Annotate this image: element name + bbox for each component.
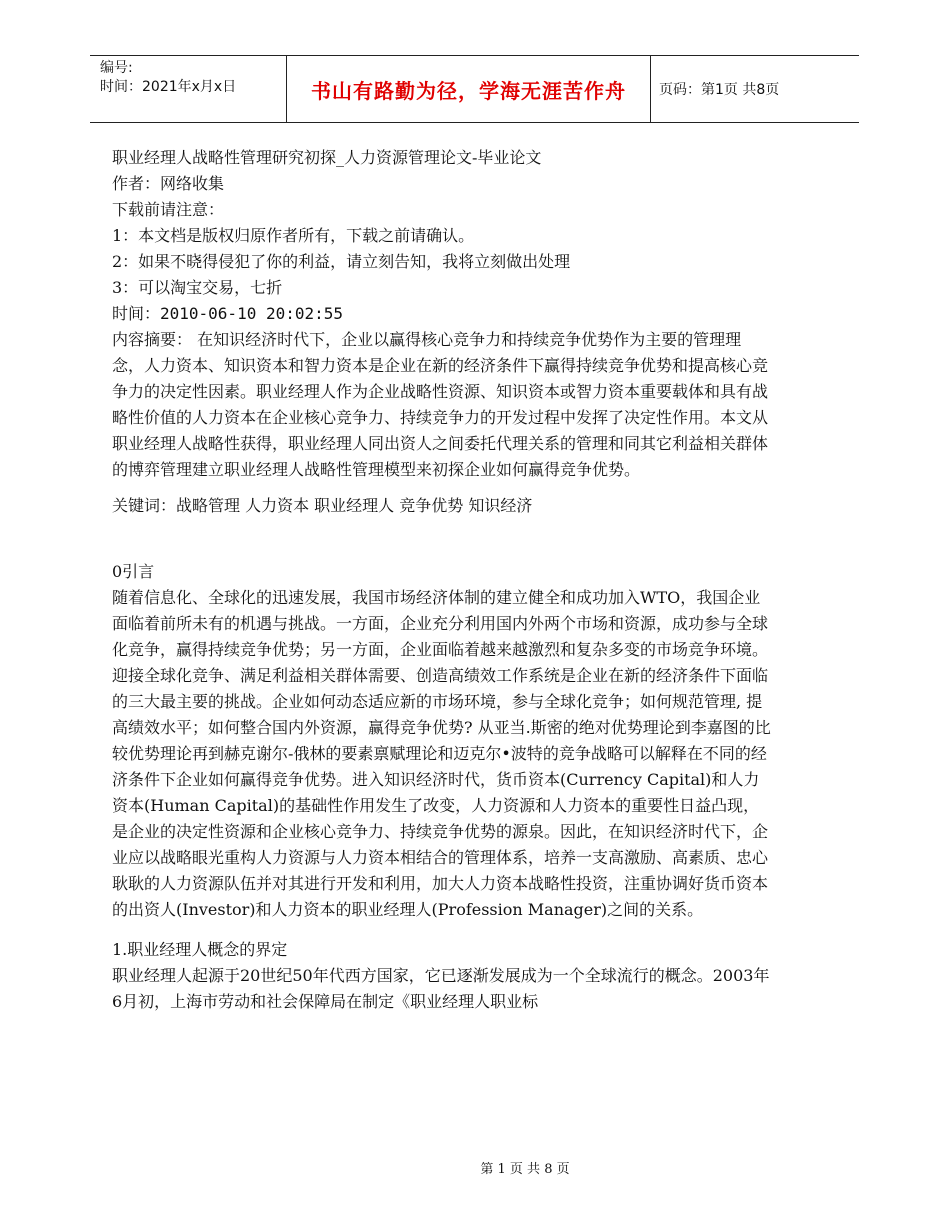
author-line: 作者：网络收集 xyxy=(112,174,225,193)
number-label: 编号: xyxy=(100,60,133,76)
document-title: 职业经理人战略性管理研究初探_人力资源管理论文-毕业论文 xyxy=(112,148,542,167)
page-info: 页码：第1页 共8页 xyxy=(659,82,780,98)
keywords-line: 关键词：战略管理 人力资本 职业经理人 竞争优势 知识经济 xyxy=(112,496,533,515)
section-1-body: 职业经理人起源于20世纪50年代西方国家，它已逐渐发展成为一个全球流行的概念。2003年6月初，上海市劳动和社会保障局在制定《职业经理人职业标 xyxy=(112,966,770,1011)
page-footer: 第 1 页 共 8 页 xyxy=(480,1162,570,1177)
section-0-heading: 0引言 xyxy=(112,562,155,581)
section-0-body: 随着信息化、全球化的迅速发展，我国市场经济体制的建立健全和成功加入WTO，我国企业面临着前所未有的机遇与挑战。一方面，企业充分利用国内外两个市场和资源，成功参与全球化竞争，赢得持续竞争优势；另一方面，企业面临着越来越激烈和复杂多变的市场竞争环境。迎接全球化竞争、满足利益相关群体需要、创造高绩效工作系统是企业在新的经济条件下面临的三大最主要的挑战。企业如何动态适应新的市场环境，参与全球化竞争；如何规范管理, 提高绩效水平；如何整合国内外资源，赢得竞争优势? 从亚当.斯密的绝对优势理论到李嘉图的比较优势理论再到赫克谢尔-俄林的要素禀赋理论和迈克尔•波特的竞争战略可以解释在不同的经济条件下企业如何赢得竞争优势。进入知识经济时代，货币资本(Currency Capital)和人力资本(Human Capital)的基础性作用发生了改变，人力资源和人力资本的重要性日益凸现，是企业的决定性资源和企业核心竞争力、持续竞争优势的源泉。因此，在知识经济时代下，企业应以战略眼光重构人力资源与人力资本相结合的管理体系，培养一支高激励、高素质、忠心耿耿的人力资源队伍并对其进行开发和利用，加大人力资本战略性投资，注重协调好货币资本的出资人(Investor)和人力资本的职业经理人(Profession Manager)之间的关系。 xyxy=(112,588,771,919)
page-info-cell xyxy=(651,56,859,122)
notice-item-2: 2：如果不晓得侵犯了你的利益，请立刻告知，我将立刻做出处理 xyxy=(112,252,571,271)
motto-text: 书山有路勤为径，学海无涯苦作舟 xyxy=(311,78,626,103)
timestamp-line: 时间：2010-06-10 20:02:55 xyxy=(112,304,344,323)
notice-item-3: 3：可以淘宝交易，七折 xyxy=(112,278,283,297)
notice-heading: 下载前请注意： xyxy=(112,200,225,219)
document-body xyxy=(112,145,772,1015)
motto-cell xyxy=(286,56,651,122)
header-meta-cell xyxy=(90,56,286,122)
time-label: 时间：2021年x月x日 xyxy=(100,79,237,95)
document-header xyxy=(90,55,859,123)
section-1-heading: 1.职业经理人概念的界定 xyxy=(112,940,288,959)
notice-item-1: 1：本文档是版权归原作者所有，下载之前请确认。 xyxy=(112,226,475,245)
abstract-paragraph: 内容摘要： 在知识经济时代下，企业以赢得核心竞争力和持续竞争优势作为主要的管理理念，人力资本、知识资本和智力资本是企业在新的经济条件下赢得持续竞争优势和提高核心竞争力的决定性因素。职业经理人作为企业战略性资源、知识资本或智力资本重要载体和具有战略性价值的人力资本在企业核心竞争力、持续竞争力的开发过程中发挥了决定性作用。本文从职业经理人战略性获得，职业经理人同出资人之间委托代理关系的管理和同其它利益相关群体的博弈管理建立职业经理人战略性管理模型来初探企业如何赢得竞争优势。 xyxy=(112,330,769,479)
